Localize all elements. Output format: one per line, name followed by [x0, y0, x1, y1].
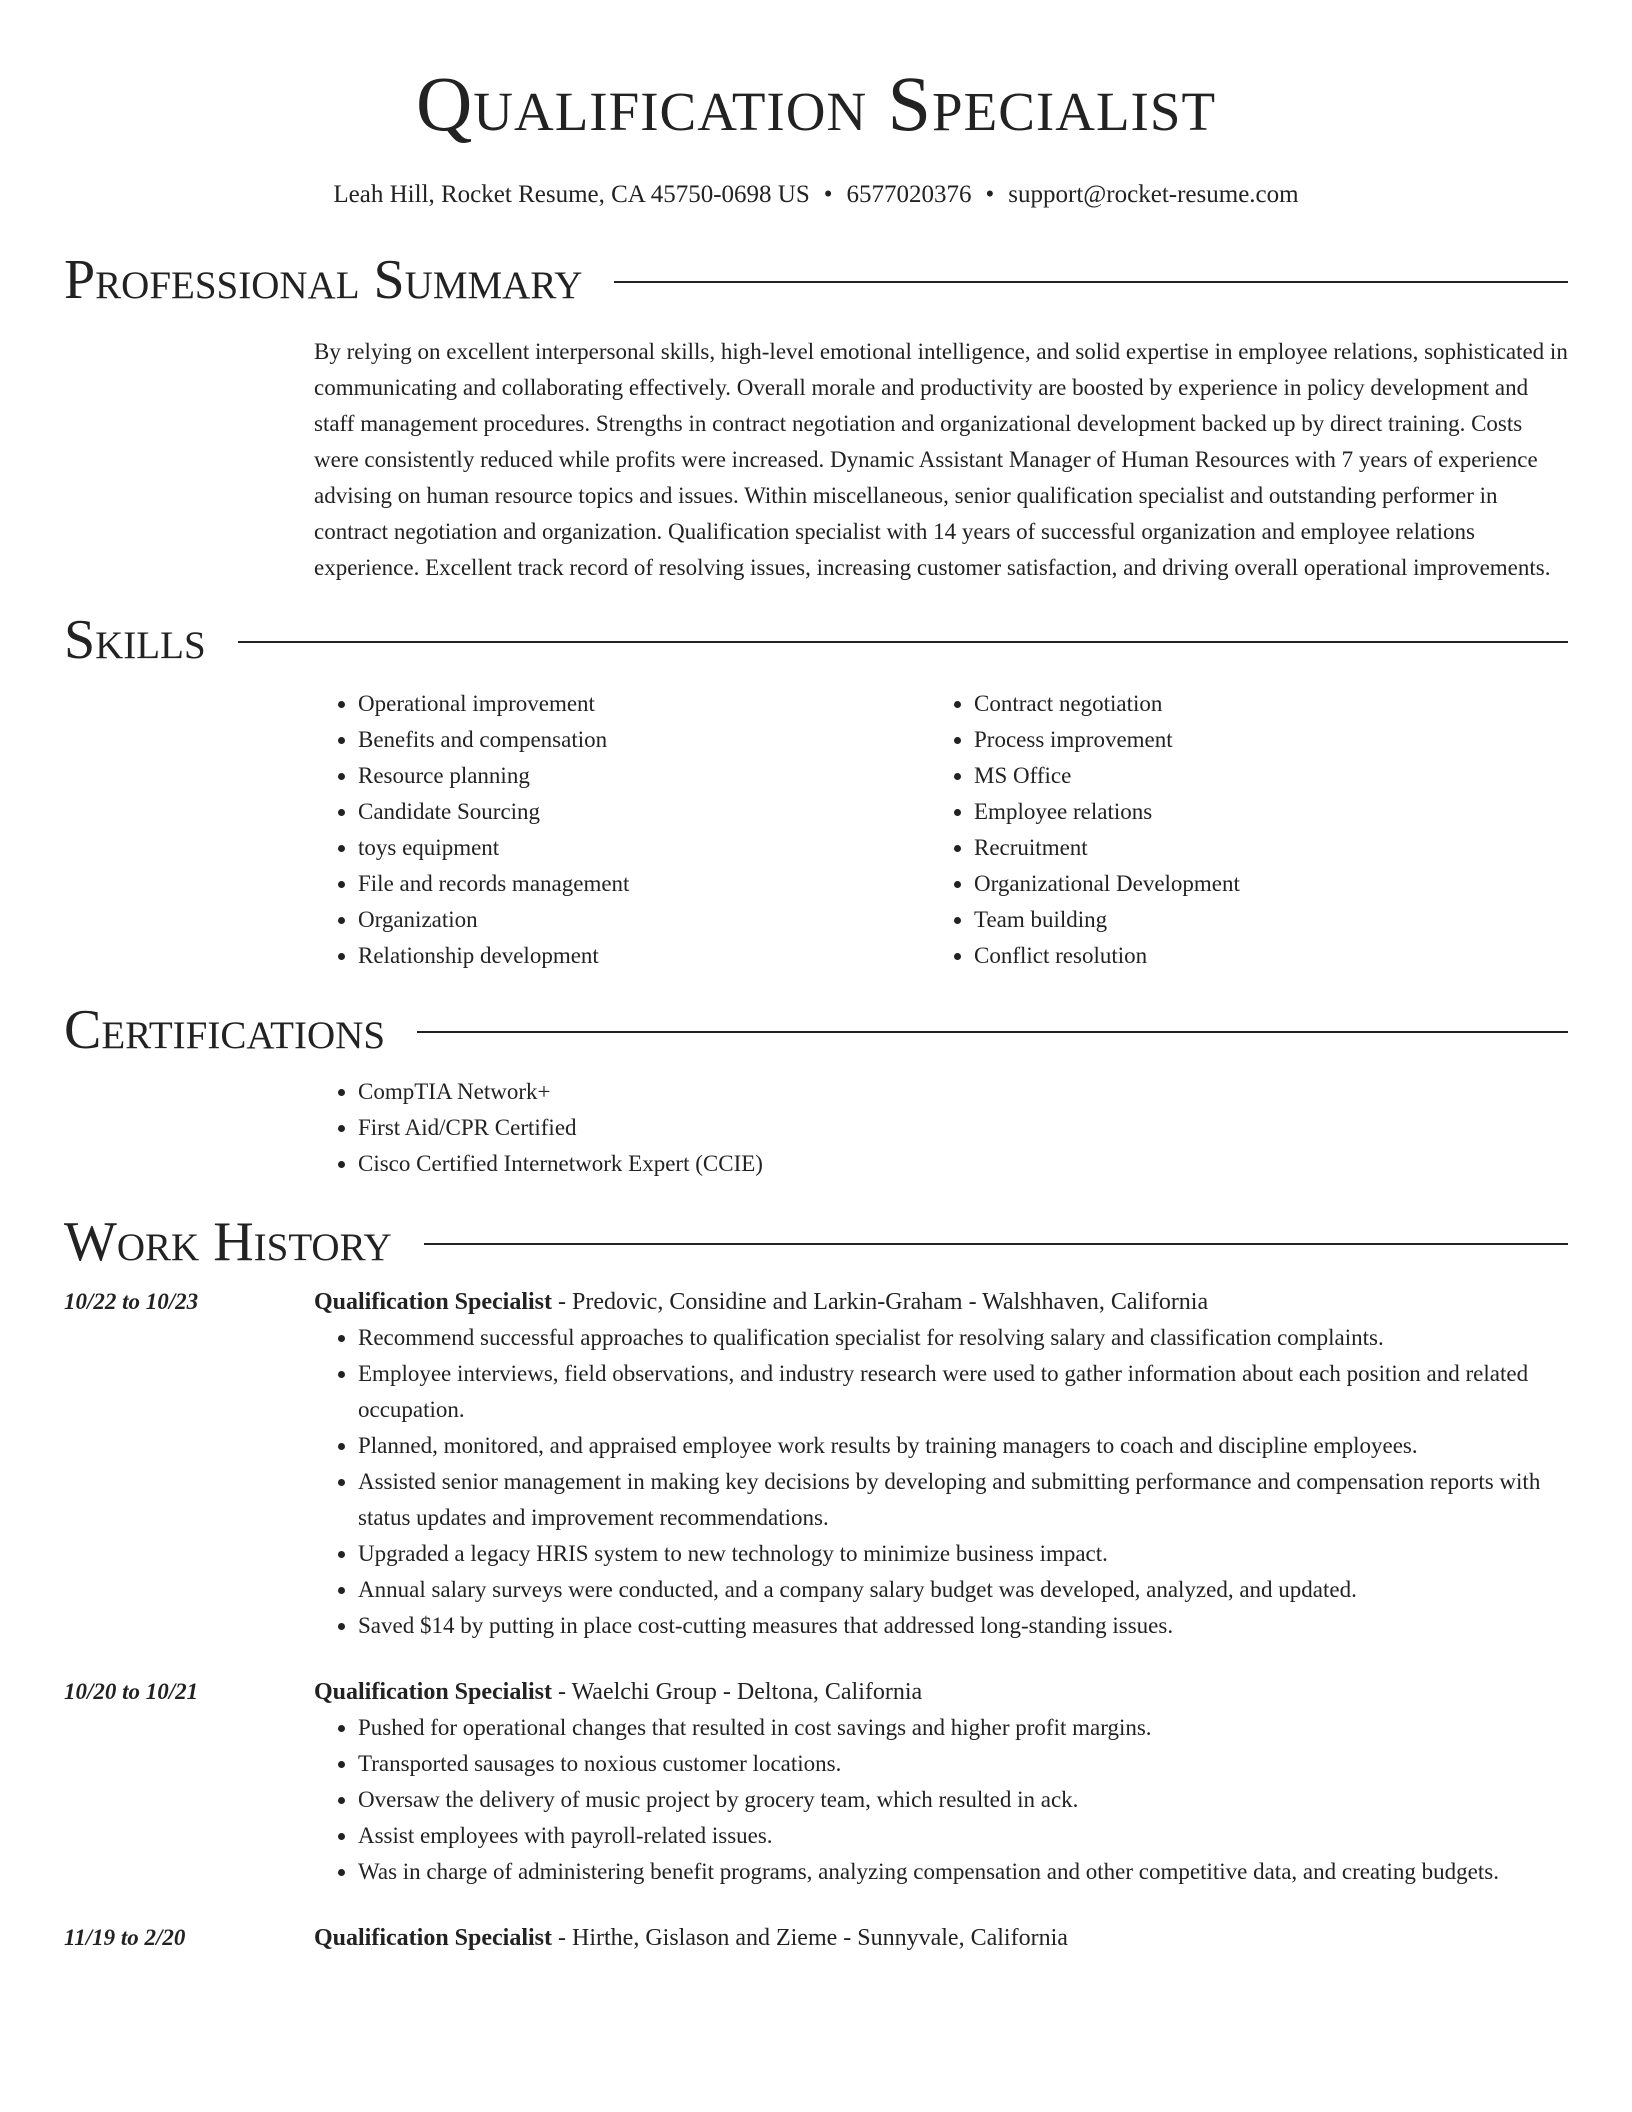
responsibility-item: • Annual salary surveys were conducted, and a company salary budget was developed, analyzed, and updated. [358, 1572, 1568, 1608]
section-divider [417, 1031, 1568, 1033]
responsibility-item: • Employee interviews, field observations, and industry research were used to gather information about each position and related occupation. [358, 1356, 1568, 1428]
skills-list [314, 686, 1568, 974]
job-main [314, 1284, 1568, 1644]
certification-item: • Cisco Certified Internetwork Expert (CCIE) [358, 1146, 1568, 1182]
responsibility-item: • Assist employees with payroll-related issues. [358, 1818, 1568, 1854]
skills-section-title: Skills [64, 609, 206, 671]
job-title: Qualification Specialist [314, 1925, 553, 1951]
job-entry [64, 1284, 1568, 1644]
skill-item: • Employee relations [974, 794, 1546, 830]
job-header [314, 1920, 1568, 1956]
skills-section-header [64, 608, 1568, 672]
skill-item: • Relationship development [358, 938, 930, 974]
certifications-list [314, 1074, 1568, 1182]
responsibility-item: • Planned, monitored, and appraised employee work results by training managers to coach and discipline employees. [358, 1428, 1568, 1464]
contact-address: Leah Hill, Rocket Resume, CA 45750-0698 US [333, 181, 810, 208]
job-dates: 10/20 to 10/21 [64, 1679, 199, 1704]
skills-column-right [930, 686, 1546, 974]
job-main [314, 1674, 1568, 1890]
skill-item: • Recruitment [974, 830, 1546, 866]
skill-item: • Resource planning [358, 758, 930, 794]
job-employer-location: - Predovic, Considine and Larkin-Graham - Walshhaven, California [552, 1289, 1209, 1315]
responsibility-item: • Transported sausages to noxious customer locations. [358, 1746, 1568, 1782]
work-section-title: Work History [64, 1211, 392, 1273]
section-divider [424, 1243, 1568, 1245]
skills-list-right [930, 686, 1546, 974]
responsibility-item: • Assisted senior management in making key decisions by developing and submitting performance and compensation reports with status updates and improvement recommendations. [358, 1464, 1568, 1536]
summary-text: By relying on excellent interpersonal skills, high-level emotional intelligence, and solid expertise in employee relations, sophisticated in communicating and collaborating effectively. Overall morale and productivity are boosted by experience in policy development and staff management procedures. Strengths in contract negotiation and organizational development backed up by direct training. Costs were consistently reduced while profits were increased. Dynamic Assistant Manager of Human Resources with 7 years of experience advising on human resource topics and issues. Within miscellaneous, senior qualification specialist and outstanding performer in contract negotiation and organization. Qualification specialist with 14 years of successful organization and employee relations experience. Excellent track record of resolving issues, increasing customer satisfaction, and driving overall operational improvements. [314, 339, 1568, 580]
responsibility-item: • Recommend successful approaches to qualification specialist for resolving salary and classification complaints. [358, 1320, 1568, 1356]
job-employer-location: - Hirthe, Gislason and Zieme - Sunnyvale, California [552, 1925, 1068, 1951]
skill-item: • MS Office [974, 758, 1546, 794]
section-divider [238, 641, 1568, 643]
job-title: Qualification Specialist [314, 1289, 553, 1315]
job-entry [64, 1920, 1568, 1956]
job-responsibilities [314, 1320, 1568, 1644]
job-header [314, 1284, 1568, 1320]
contact-line [64, 180, 1568, 210]
job-title: Qualification Specialist [314, 1679, 553, 1705]
job-dates: 10/22 to 10/23 [64, 1289, 199, 1314]
skill-item: • File and records management [358, 866, 930, 902]
responsibility-item: • Oversaw the delivery of music project by grocery team, which resulted in ack. [358, 1782, 1568, 1818]
job-header [314, 1674, 1568, 1710]
certifications-section-title: Certifications [64, 999, 386, 1061]
skill-item: • Contract negotiation [974, 686, 1546, 722]
work-history [64, 1284, 1568, 1956]
skill-item: • Benefits and compensation [358, 722, 930, 758]
skill-item: • Process improvement [974, 722, 1546, 758]
skills-list-left [314, 686, 930, 974]
skill-item: • Candidate Sourcing [358, 794, 930, 830]
job-employer-location: - Waelchi Group - Deltona, California [552, 1679, 923, 1705]
summary-section-body [314, 334, 1568, 586]
certifications-items [314, 1074, 1568, 1182]
responsibility-item: • Upgraded a legacy HRIS system to new technology to minimize business impact. [358, 1536, 1568, 1572]
skill-item: • Team building [974, 902, 1546, 938]
summary-section-header [64, 248, 1568, 312]
skill-item: • Conflict resolution [974, 938, 1546, 974]
job-responsibilities [314, 1710, 1568, 1890]
responsibility-item: • Pushed for operational changes that resulted in cost savings and higher profit margins. [358, 1710, 1568, 1746]
work-section-header [64, 1210, 1568, 1274]
skill-item: • Operational improvement [358, 686, 930, 722]
certifications-section-header [64, 998, 1568, 1062]
certification-item: • CompTIA Network+ [358, 1074, 1568, 1110]
section-divider [614, 281, 1568, 283]
certification-item: • First Aid/CPR Certified [358, 1110, 1568, 1146]
skills-column-left [314, 686, 930, 974]
summary-section-title: Professional Summary [64, 249, 583, 311]
contact-separator: • [823, 181, 833, 208]
job-main [314, 1920, 1568, 1956]
skill-item: • Organization [358, 902, 930, 938]
job-entry [64, 1674, 1568, 1890]
resume-title: Qualification Specialist [415, 60, 1217, 147]
skill-item: • toys equipment [358, 830, 930, 866]
job-dates: 11/19 to 2/20 [64, 1925, 186, 1950]
responsibility-item: • Was in charge of administering benefit programs, analyzing compensation and other competitive data, and creating budgets. [358, 1854, 1568, 1890]
responsibility-item: • Saved $14 by putting in place cost-cutting measures that addressed long-standing issues. [358, 1608, 1568, 1644]
skill-item: • Organizational Development [974, 866, 1546, 902]
contact-phone: 6577020376 [846, 181, 972, 208]
contact-separator: • [985, 181, 995, 208]
contact-email: support@rocket-resume.com [1008, 181, 1299, 208]
